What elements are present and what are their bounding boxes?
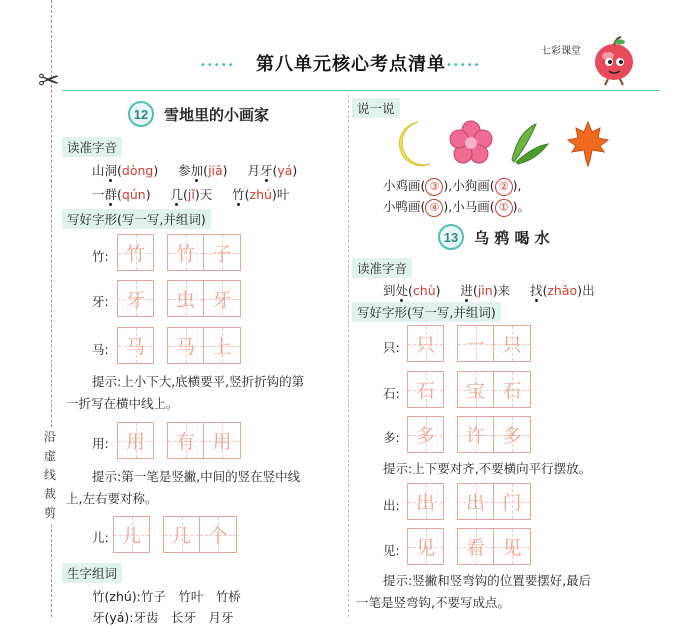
section-read-title: 读准字音 (352, 258, 412, 278)
bamboo-leaf-icon (508, 120, 552, 172)
write-label: 石: (383, 386, 400, 401)
writing-grid: 竹 竹 子 (117, 234, 241, 271)
writing-grid: 多 许 多 (407, 416, 531, 453)
plum-blossom-icon (448, 120, 494, 172)
header-dots-right: ••••• (446, 60, 481, 71)
writing-grid: 马 马 上 (117, 327, 241, 364)
lesson-12-heading (128, 101, 269, 127)
page-title: 第八单元核心考点清单 (256, 54, 446, 75)
answer-mark: ④ (425, 199, 443, 217)
apple-mascot-icon (590, 36, 640, 90)
group-words: 牙(yá):牙齿 长牙 月牙 (92, 610, 234, 625)
section-group-title: 生字组词 (62, 563, 122, 583)
cut-instruction: 沿虚线裁剪 (42, 428, 58, 523)
answer-mark: ③ (425, 178, 443, 196)
write-label: 见: (383, 543, 400, 558)
lesson-number-badge: 13 (438, 224, 464, 250)
tip-text: 提示:上下要对齐,不要横向平行摆放。 (383, 461, 592, 476)
write-label: 多: (383, 430, 400, 445)
column-divider (348, 95, 349, 617)
write-label: 出: (383, 498, 400, 513)
tip-text: 一折写在横中线上。 (66, 396, 179, 411)
group-words: 竹(zhú):竹子 竹叶 竹桥 (92, 589, 241, 604)
page-header (180, 48, 500, 78)
write-label: 儿: (92, 530, 109, 545)
answer-mark: ① (495, 199, 513, 217)
lesson-title: 雪地里的小画家 (164, 105, 270, 124)
header-dots-left: ••••• (200, 60, 235, 71)
speak-line-2: 小鸭画( ④ ),小马画( ① )。 (383, 197, 530, 217)
writing-grid: 只 一 只 (407, 325, 531, 362)
tip-text: 提示:竖撇和竖弯钩的位置要摆好,最后 (383, 573, 592, 588)
section-read-title: 读准字音 (62, 137, 122, 157)
picture-row (390, 120, 624, 172)
answer-mark: ② (495, 178, 513, 196)
write-label: 马: (92, 342, 109, 357)
writing-grid: 用 有 用 (117, 422, 241, 459)
writing-grid: 出 出 门 (407, 483, 531, 520)
section-write-title: 写好字形(写一写,并组词) (62, 209, 211, 229)
lesson-title: 乌 鸦 喝 水 (474, 228, 550, 247)
read-row: 到处(chù) 进(jìn)来 找(zhǎo)出 (383, 283, 595, 298)
writing-grid: 牙 虫 牙 (117, 280, 241, 317)
maple-leaf-icon (566, 120, 610, 172)
writing-grid: 石 宝 石 (407, 371, 531, 408)
tip-text: 提示:上小下大,底横要平,竖折折钩的第 (92, 374, 305, 389)
write-label: 用: (92, 436, 109, 451)
tip-text: 上,左右要对称。 (66, 491, 158, 506)
write-label: 牙: (92, 294, 109, 309)
brand-label: 七彩课堂 (541, 46, 581, 57)
section-speak-title: 说一说 (352, 98, 400, 118)
speak-line-1: 小鸡画( ③ ),小狗画( ② ), (383, 176, 521, 196)
scissors-icon: ✂ (38, 66, 60, 96)
read-row-1: 山洞(dòng) 参加(jiā) 月牙(yá) (92, 163, 298, 178)
write-label: 只: (383, 340, 400, 355)
lesson-13-heading (438, 224, 550, 250)
writing-grid: 见 看 见 (407, 528, 531, 565)
lesson-number-badge: 12 (128, 101, 154, 127)
read-row-2: 一群(qún) 几(jǐ)天 竹(zhú)叶 (92, 187, 290, 202)
header-rule (62, 90, 660, 91)
write-label: 竹: (92, 249, 109, 264)
section-write-title: 写好字形(写一写,并组词) (352, 302, 501, 322)
tip-text: 提示:第一笔是竖撇,中间的竖在竖中线 (92, 469, 301, 484)
tip-text: 一笔是竖弯钩,不要写成点。 (356, 595, 510, 610)
writing-grid: 儿 几 个 (113, 516, 237, 553)
moon-icon (390, 120, 434, 172)
